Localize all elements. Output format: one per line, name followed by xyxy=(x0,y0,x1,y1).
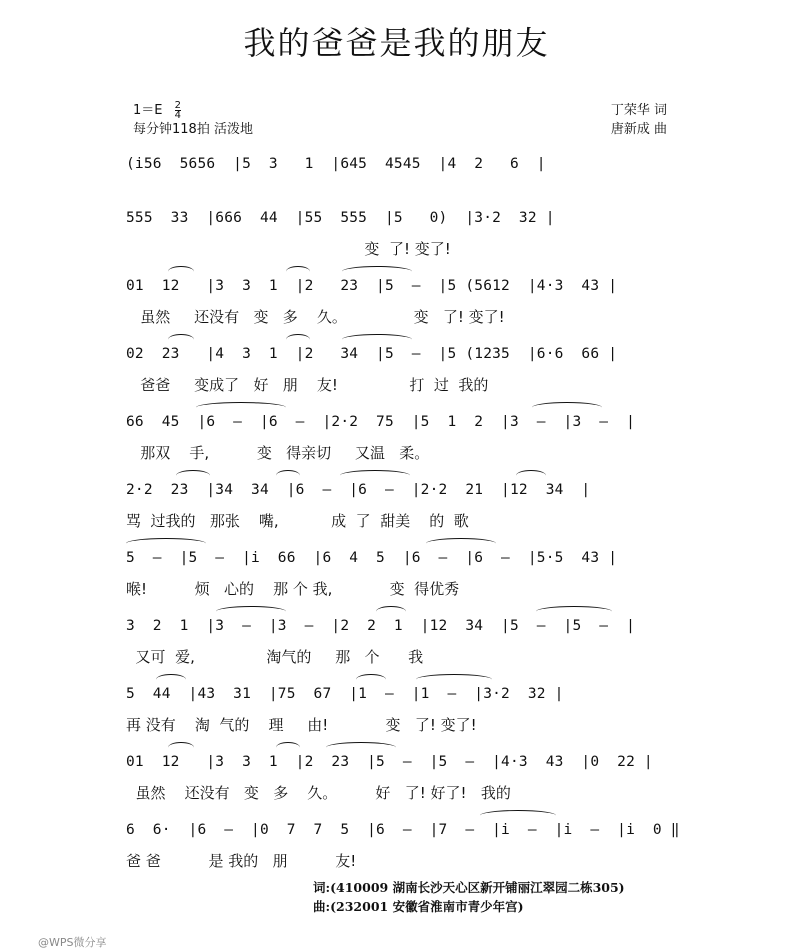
key-label: 1＝E xyxy=(133,103,163,118)
lyricist-credit: 丁荣华 词 xyxy=(610,103,667,118)
key-signature xyxy=(133,101,181,120)
lyrics-line: 那双 手, 变 得亲切 又温 柔。 xyxy=(126,444,430,462)
lyrics-line: 骂 过我的 那张 嘴, 成 了 甜美 的 歌 xyxy=(126,512,469,530)
lyrics-line xyxy=(126,184,672,206)
notation-line: 02 23 |4 3 1 |2 34 |5 — |5 (1235 |6·6 66 | xyxy=(126,346,618,362)
notation-line: 3 2 1 |3 — |3 — |2 2 1 |12 34 |5 — |5 — | xyxy=(126,618,635,634)
tempo-marking: 每分钟118拍 活泼地 xyxy=(133,122,253,137)
lyrics-line: 虽然 还没有 变 多 久。 好 了! 好了! 我的 xyxy=(126,784,511,802)
lyricist-address: 词:(410009 湖南长沙天心区新开铺丽江翠园二栋305) xyxy=(313,880,625,895)
composer-address: 曲:(232001 安徽省淮南市青少年宫) xyxy=(313,899,524,914)
lyrics-line: 再 没有 淘 气的 理 由! 变 了! 变了! xyxy=(126,716,477,734)
watermark: @WPS微分享 xyxy=(38,936,107,949)
lyrics-line: 变 了! 变了! xyxy=(126,240,451,258)
lyrics-line: 虽然 还没有 变 多 久。 变 了! 变了! xyxy=(126,308,505,326)
notation-line: (i56 5656 |5 3 1 |645 4545 |4 2 6 | xyxy=(126,156,546,172)
notation-line: 6 6· |6 — |0 7 7 5 |6 — |7 — |i — |i — |i 0 ‖ xyxy=(126,822,680,838)
lyrics-line: 爸 爸 是 我的 朋 友! xyxy=(126,852,357,870)
song-title: 我的爸爸是我的朋友 xyxy=(243,24,550,62)
time-signature-top: 2 xyxy=(174,100,182,111)
notation-line: 2·2 23 |34 34 |6 — |6 — |2·2 21 |12 34 | xyxy=(126,482,591,498)
notation-line: 01 12 |3 3 1 |2 23 |5 — |5 (5612 |4·3 43 | xyxy=(126,278,618,294)
notation-line: 66 45 |6 — |6 — |2·2 75 |5 1 2 |3 — |3 — | xyxy=(126,414,635,430)
time-signature xyxy=(175,101,181,120)
lyrics-line: 爸爸 变成了 好 朋 友! 打 过 我的 xyxy=(126,376,489,394)
notation-line: 01 12 |3 3 1 |2 23 |5 — |5 — |4·3 43 |0 22 | xyxy=(126,754,653,770)
lyrics-line: 又可 爱, 淘气的 那 个 我 xyxy=(126,648,424,666)
composer-credit: 唐新成 曲 xyxy=(610,122,667,137)
notation-line: 5 44 |43 31 |75 67 |1 — |1 — |3·2 32 | xyxy=(126,686,564,702)
time-signature-bottom: 4 xyxy=(174,110,182,121)
lyrics-line: 喉! 烦 心的 那 个 我, 变 得优秀 xyxy=(126,580,460,598)
notation-line: 555 33 |666 44 |55 555 |5 0) |3·2 32 | xyxy=(126,210,555,226)
notation-line: 5 — |5 — |i 66 |6 4 5 |6 — |6 — |5·5 43 | xyxy=(126,550,618,566)
